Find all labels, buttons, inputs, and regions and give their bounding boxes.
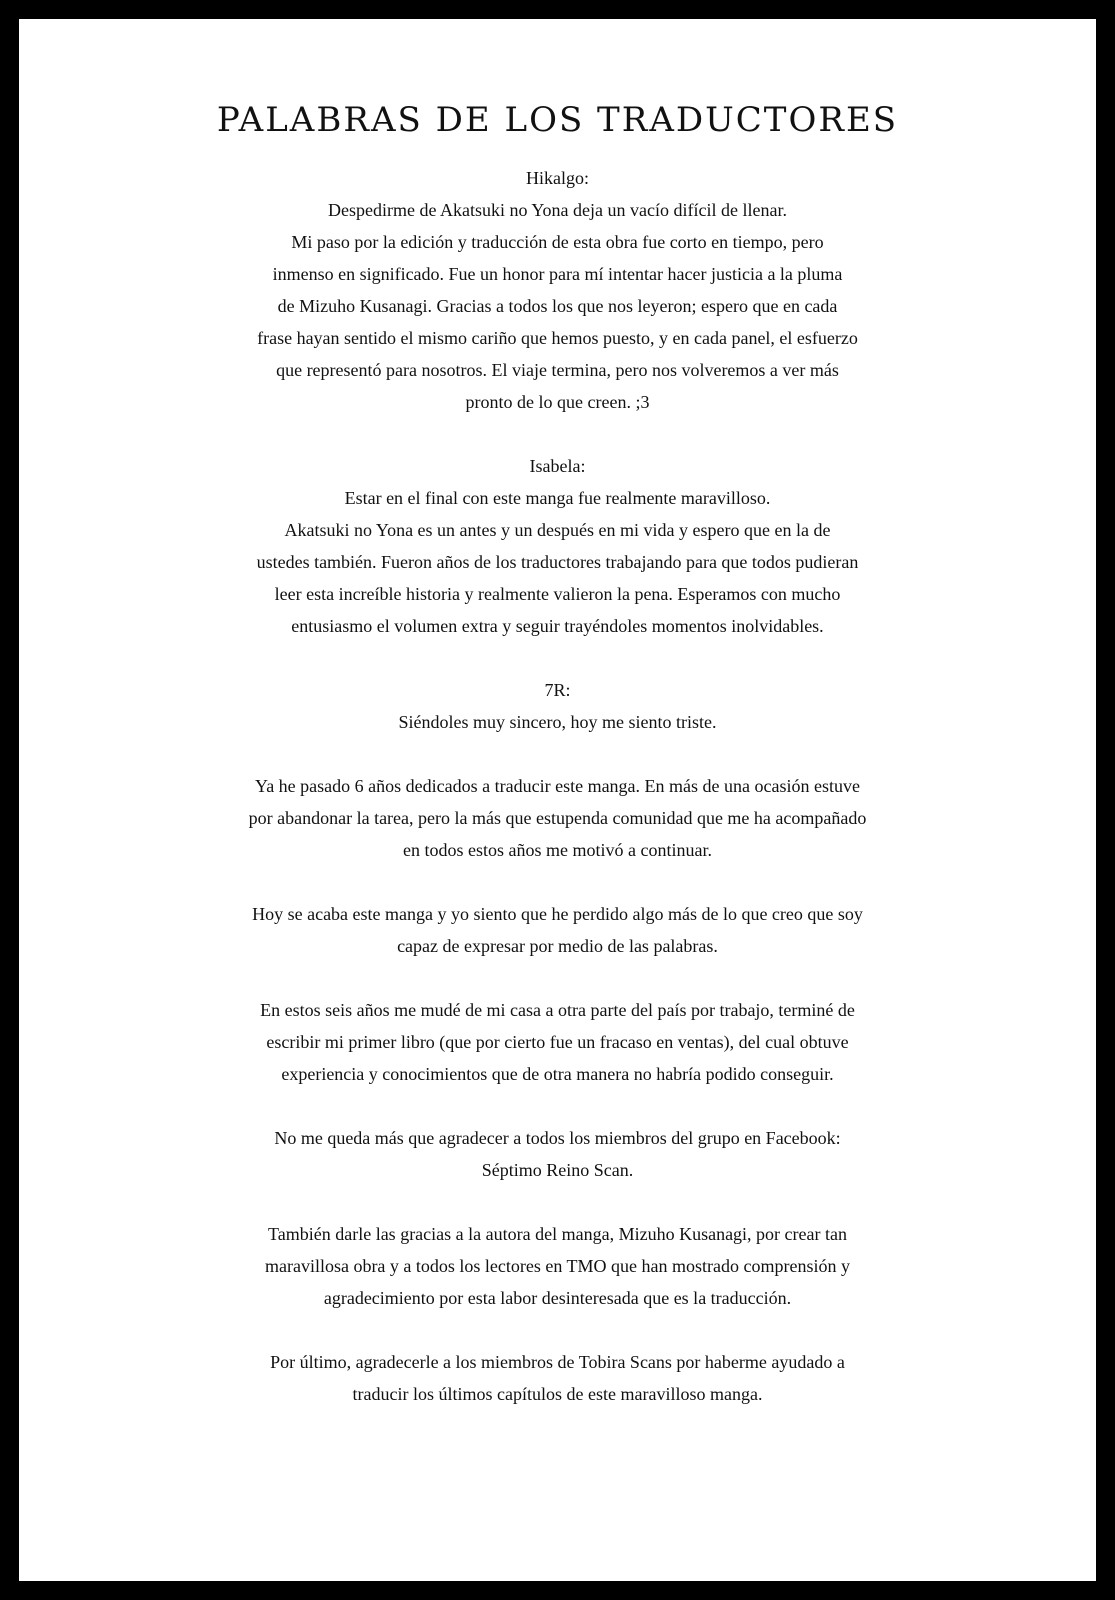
- paragraph-gap: [19, 642, 1096, 674]
- note-line: de Mizuho Kusanagi. Gracias a todos los que nos leyeron; espero que en cada: [277, 296, 838, 316]
- note-line: Hoy se acaba este manga y yo siento que he perdido algo más de lo que creo que soy: [252, 904, 863, 924]
- note-line: traducir los últimos capítulos de este maravilloso manga.: [352, 1384, 763, 1404]
- note-hikalgo: [19, 162, 1096, 418]
- note-line: pronto de lo que creen. ;3: [465, 392, 650, 412]
- translator-name: Hikalgo:: [526, 168, 589, 188]
- note-paragraph: [19, 1122, 1096, 1186]
- note-line: frase hayan sentido el mismo cariño que hemos puesto, y en cada panel, el esfuerzo: [257, 328, 858, 348]
- note-line: en todos estos años me motivó a continuar.: [403, 840, 712, 860]
- note-line: agradecimiento por esta labor desinteresada que es la traducción.: [323, 1288, 792, 1308]
- note-line: Akatsuki no Yona es un antes y un después en mi vida y espero que en la de: [284, 520, 831, 540]
- note-line: No me queda más que agradecer a todos los miembros del grupo en Facebook:: [274, 1128, 841, 1148]
- paragraph-gap: [19, 1314, 1096, 1346]
- note-line: También darle las gracias a la autora del manga, Mizuho Kusanagi, por crear tan: [268, 1224, 847, 1244]
- note-isabela: [19, 450, 1096, 642]
- note-paragraph: [19, 994, 1096, 1090]
- note-line: ustedes también. Fueron años de los traductores trabajando para que todos pudieran: [256, 552, 859, 572]
- translators-notes: [19, 162, 1096, 1410]
- translator-name: Isabela:: [529, 456, 586, 476]
- note-paragraph: [19, 1346, 1096, 1410]
- page-title: PALABRAS DE LOS TRADUCTORES: [216, 100, 899, 140]
- document-page: [19, 19, 1096, 1581]
- note-line: Despedirme de Akatsuki no Yona deja un vacío difícil de llenar.: [328, 200, 787, 220]
- paragraph-gap: [19, 738, 1096, 770]
- note-line: que representó para nosotros. El viaje termina, pero nos volveremos a ver más: [276, 360, 839, 380]
- note-line: experiencia y conocimientos que de otra manera no habría podido conseguir.: [281, 1064, 834, 1084]
- note-line: leer esta increíble historia y realmente valieron la pena. Esperamos con mucho: [274, 584, 841, 604]
- note-line: En estos seis años me mudé de mi casa a otra parte del país por trabajo, terminé de: [260, 1000, 855, 1020]
- paragraph-gap: [19, 1186, 1096, 1218]
- paragraph-gap: [19, 418, 1096, 450]
- note-line: Mi paso por la edición y traducción de esta obra fue corto en tiempo, pero: [291, 232, 824, 252]
- note-line: escribir mi primer libro (que por cierto fue un fracaso en ventas), del cual obtuve: [266, 1032, 849, 1052]
- paragraph-gap: [19, 962, 1096, 994]
- note-paragraph: [19, 1218, 1096, 1314]
- note-7r: [19, 674, 1096, 738]
- note-paragraph: [19, 898, 1096, 962]
- note-line: capaz de expresar por medio de las palabras.: [397, 936, 718, 956]
- paragraph-gap: [19, 866, 1096, 898]
- note-line: entusiasmo el volumen extra y seguir trayéndoles momentos inolvidables.: [291, 616, 824, 636]
- note-line: Séptimo Reino Scan.: [481, 1160, 634, 1180]
- note-line: maravillosa obra y a todos los lectores en TMO que han mostrado comprensión y: [264, 1256, 851, 1276]
- note-line: por abandonar la tarea, pero la más que estupenda comunidad que me ha acompañado: [248, 808, 867, 828]
- paragraph-gap: [19, 1090, 1096, 1122]
- note-line: inmenso en significado. Fue un honor para mí intentar hacer justicia a la pluma: [272, 264, 843, 284]
- note-line: Siéndoles muy sincero, hoy me siento triste.: [398, 712, 717, 732]
- translator-name: 7R:: [544, 680, 571, 700]
- note-line: Estar en el final con este manga fue realmente maravilloso.: [344, 488, 771, 508]
- note-line: Ya he pasado 6 años dedicados a traducir este manga. En más de una ocasión estuve: [255, 776, 860, 796]
- note-line: Por último, agradecerle a los miembros de Tobira Scans por haberme ayudado a: [270, 1352, 845, 1372]
- note-paragraph: [19, 770, 1096, 866]
